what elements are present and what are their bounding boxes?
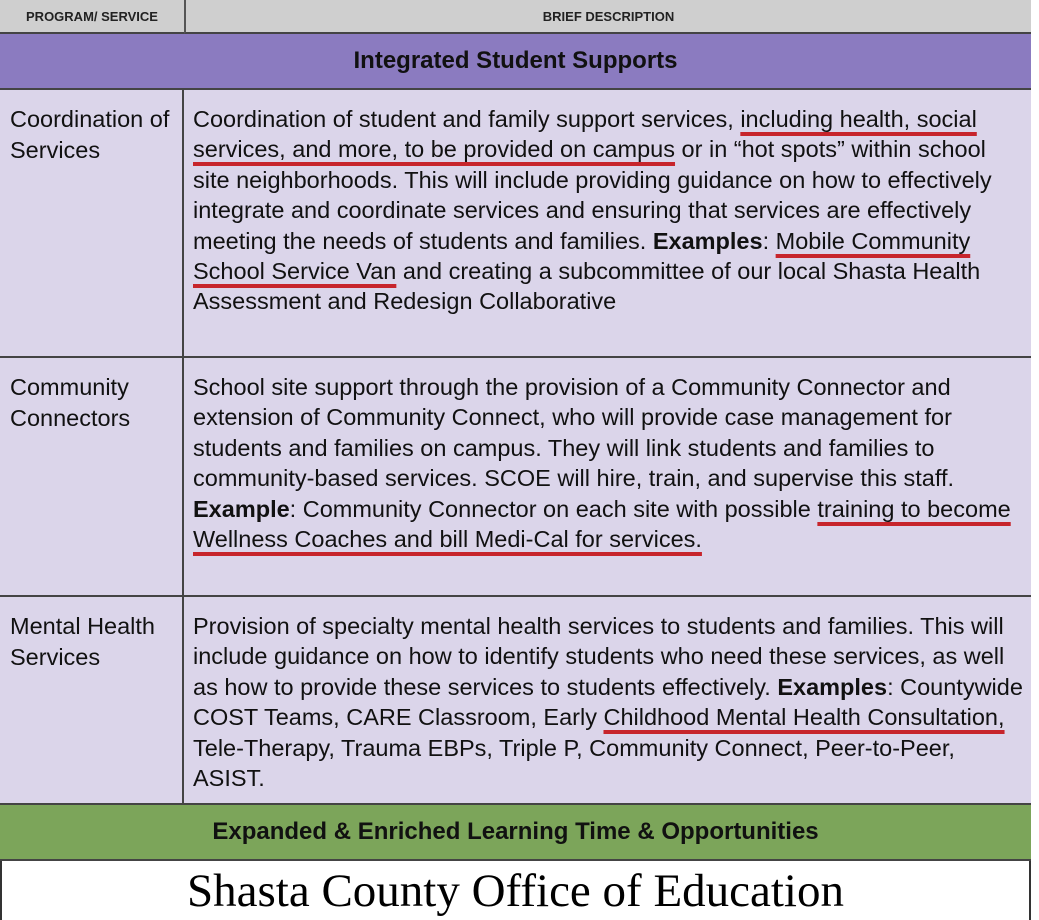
description-text: School site support through the provision of a Community Connector and extension of Community Connect, who will provide case management for students and families on campus. They will link students and families to community-based services. SCOE will hire, train, and supervise this staff.	[193, 374, 954, 492]
section-title-expanded-learning: Expanded & Enriched Learning Time & Opportunities	[0, 803, 1031, 861]
section-title-integrated-student-supports: Integrated Student Supports	[0, 34, 1031, 90]
table-row	[0, 358, 1031, 597]
description-text: : Countywide COST Teams, CARE Classroom, Early	[193, 673, 1023, 731]
highlighted-text: training to become Wellness Coaches and bill Medi-Cal for services.	[193, 495, 1011, 553]
examples-label: Examples	[777, 673, 888, 700]
highlighted-text: Mobile Community School Service Van	[193, 227, 971, 285]
program-name: Coordination of Services	[0, 90, 184, 356]
column-header-description: BRIEF DESCRIPTION	[184, 0, 1031, 34]
description-text: and creating a subcommittee of our local Shasta Health Assessment and Redesign Collaborative	[193, 258, 981, 315]
program-name: Community Connectors	[0, 358, 184, 595]
examples-label: Examples	[652, 227, 763, 254]
column-header-program: PROGRAM/ SERVICE	[0, 0, 184, 34]
footer-caption: Shasta County Office of Education	[187, 864, 844, 917]
program-name: Mental Health Services	[0, 597, 184, 803]
description-text: Provision of specialty mental health services to students and families. This will include guidance on how to identify students who need these services, as well as how to provide these services to students effectively.	[193, 613, 1005, 700]
description-text: Tele-Therapy, Trauma EBPs, Triple P, Community Connect, Peer-to-Peer, ASIST.	[193, 734, 955, 792]
program-description	[184, 90, 1031, 356]
description-text: :	[762, 227, 776, 254]
highlighted-text: including health, social services, and more, to be provided on campus	[193, 106, 977, 163]
description-text: or in “hot spots” within school site neighborhoods. This will include providing guidance on how to effectively integrate and coordinate services and ensuring that services are effectively meeting the needs of students and families.	[193, 136, 992, 254]
program-description	[184, 597, 1031, 803]
table-row	[0, 90, 1031, 358]
description-text: : Community Connector on each site with possible	[289, 495, 818, 522]
program-description	[184, 358, 1031, 595]
highlighted-text: Childhood Mental Health Consultation,	[603, 704, 1005, 731]
table-row	[0, 597, 1031, 803]
description-text: Coordination of student and family support services,	[193, 106, 741, 132]
examples-label: Example	[193, 495, 290, 522]
